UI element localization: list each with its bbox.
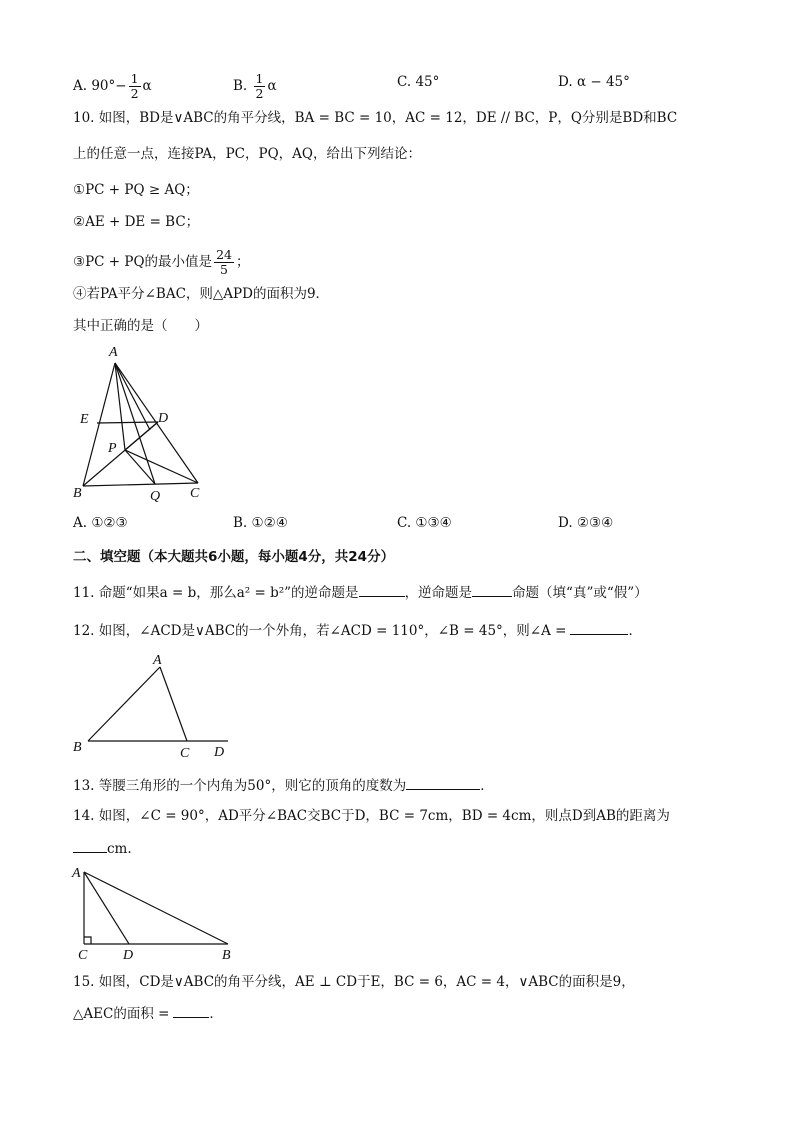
answer-blank[interactable] <box>570 620 628 635</box>
q13 <box>73 775 494 796</box>
denominator: 2 <box>130 86 139 101</box>
fraction <box>129 72 141 101</box>
numerator: 1 <box>255 71 264 86</box>
option-text: α <box>142 78 152 94</box>
q10-option-c: C. ①③④ <box>397 515 452 531</box>
fraction <box>214 248 234 277</box>
q10-option-d: D. ②③④ <box>558 515 614 531</box>
answer-blank[interactable] <box>73 838 107 853</box>
segment-bc <box>83 483 198 486</box>
q14-text: cm. <box>107 841 132 857</box>
q13-text: 13. 等腰三角形的一个内角为50°，则它的顶角的度数为 <box>73 778 407 794</box>
option-text: 90°− <box>91 78 127 94</box>
numerator: 1 <box>130 71 139 86</box>
q11-text: 命题（填“真”或“假”） <box>512 585 648 601</box>
right-angle-mark <box>84 937 91 944</box>
q9-option-a <box>73 72 152 101</box>
q11 <box>73 582 648 603</box>
label-d: D <box>214 745 225 760</box>
denominator: 5 <box>220 262 228 277</box>
section-title: 二、填空题（本大题共6小题，每小题4分，共24分） <box>73 549 395 565</box>
label-c: C <box>180 746 190 761</box>
q10-ask: 其中正确的是（ ） <box>73 318 208 334</box>
option-label: B. <box>233 78 248 94</box>
segment-pq <box>125 450 155 484</box>
label-a: A <box>72 866 81 881</box>
q10-stem-line1: 10. 如图，BD是∨ABC的角平分线，BA = BC = 10，AC = 12，DE // BC，P，Q分别是BD和BC <box>73 110 678 126</box>
conclusion-text: ③PC + PQ的最小值是 <box>73 254 213 270</box>
segment-ac <box>160 667 187 741</box>
q11-text: ，逆命题是 <box>404 585 473 601</box>
label-e: E <box>80 412 89 427</box>
q9-option-b <box>233 72 277 101</box>
q11-text: 11. 命题“如果a = b，那么a² = b²”的逆命题是 <box>73 585 359 601</box>
q12-figure <box>70 648 240 763</box>
segment-pd <box>125 422 158 450</box>
q14-figure <box>70 860 240 962</box>
segment-extra <box>115 363 150 430</box>
answer-blank[interactable] <box>472 582 512 597</box>
fraction <box>254 72 266 101</box>
answer-blank[interactable] <box>173 1003 209 1018</box>
q12 <box>73 620 642 641</box>
q14-line1: 14. 如图，∠C = 90°，AD平分∠BAC交BC于D，BC = 7cm，BD = 4cm，则点D到AB的距离为 <box>73 808 670 824</box>
segment-ab <box>88 667 160 741</box>
option-text: α − 45° <box>576 74 630 90</box>
q10-conclusion-3 <box>73 248 249 277</box>
label-c: C <box>78 948 88 962</box>
segment-ab <box>84 872 228 944</box>
q15-line1: 15. 如图，CD是∨ABC的角平分线，AE ⊥ CD于E，BC = 6，AC = 4，∨ABC的面积是9， <box>73 974 635 990</box>
q10-option-b: B. ①②④ <box>233 515 288 531</box>
label-a: A <box>153 653 162 668</box>
label-b: B <box>222 948 231 962</box>
label-b: B <box>73 740 82 755</box>
q12-text: 12. 如图，∠ACD是∨ABC的一个外角，若∠ACD = 110°，∠B = 45°，则∠A = <box>73 623 567 639</box>
q10-stem-line2: 上的任意一点，连接PA，PC，PQ，AQ，给出下列结论： <box>73 146 421 162</box>
q13-text: ． <box>480 778 494 794</box>
label-d: D <box>123 948 134 962</box>
answer-blank[interactable] <box>406 775 480 790</box>
label-c: C <box>190 486 200 501</box>
q12-text: ． <box>628 623 642 639</box>
label-q: Q <box>150 489 161 504</box>
numerator: 24 <box>216 247 232 262</box>
denominator: 2 <box>255 86 264 101</box>
option-label: C. <box>397 74 412 90</box>
segment-ed <box>97 422 158 423</box>
option-label: D. <box>558 74 573 90</box>
q10-conclusion-1: ①PC + PQ ≥ AQ； <box>73 182 199 198</box>
q10-option-a: A. ①②③ <box>73 515 128 531</box>
option-label: A. <box>73 78 88 94</box>
option-text: α <box>267 78 277 94</box>
q15-text: △AEC的面积 = <box>73 1006 170 1022</box>
label-a: A <box>109 345 118 360</box>
answer-blank[interactable] <box>359 582 405 597</box>
q9-option-d <box>558 72 630 92</box>
q10-conclusion-4: ④若PA平分∠BAC，则△APD的面积为9． <box>73 286 330 302</box>
label-p: P <box>108 441 117 456</box>
segment-aq <box>115 363 155 484</box>
q15-line2 <box>73 1003 223 1024</box>
option-text: 45° <box>415 74 440 90</box>
q14-line2 <box>73 838 132 859</box>
conclusion-text: ； <box>235 254 250 270</box>
q9-option-c <box>397 72 439 92</box>
label-b: B <box>73 486 82 501</box>
q10-conclusion-2: ②AE + DE = BC； <box>73 214 200 230</box>
q10-figure <box>70 340 220 505</box>
q15-text: ． <box>209 1006 223 1022</box>
label-d: D <box>158 411 169 426</box>
